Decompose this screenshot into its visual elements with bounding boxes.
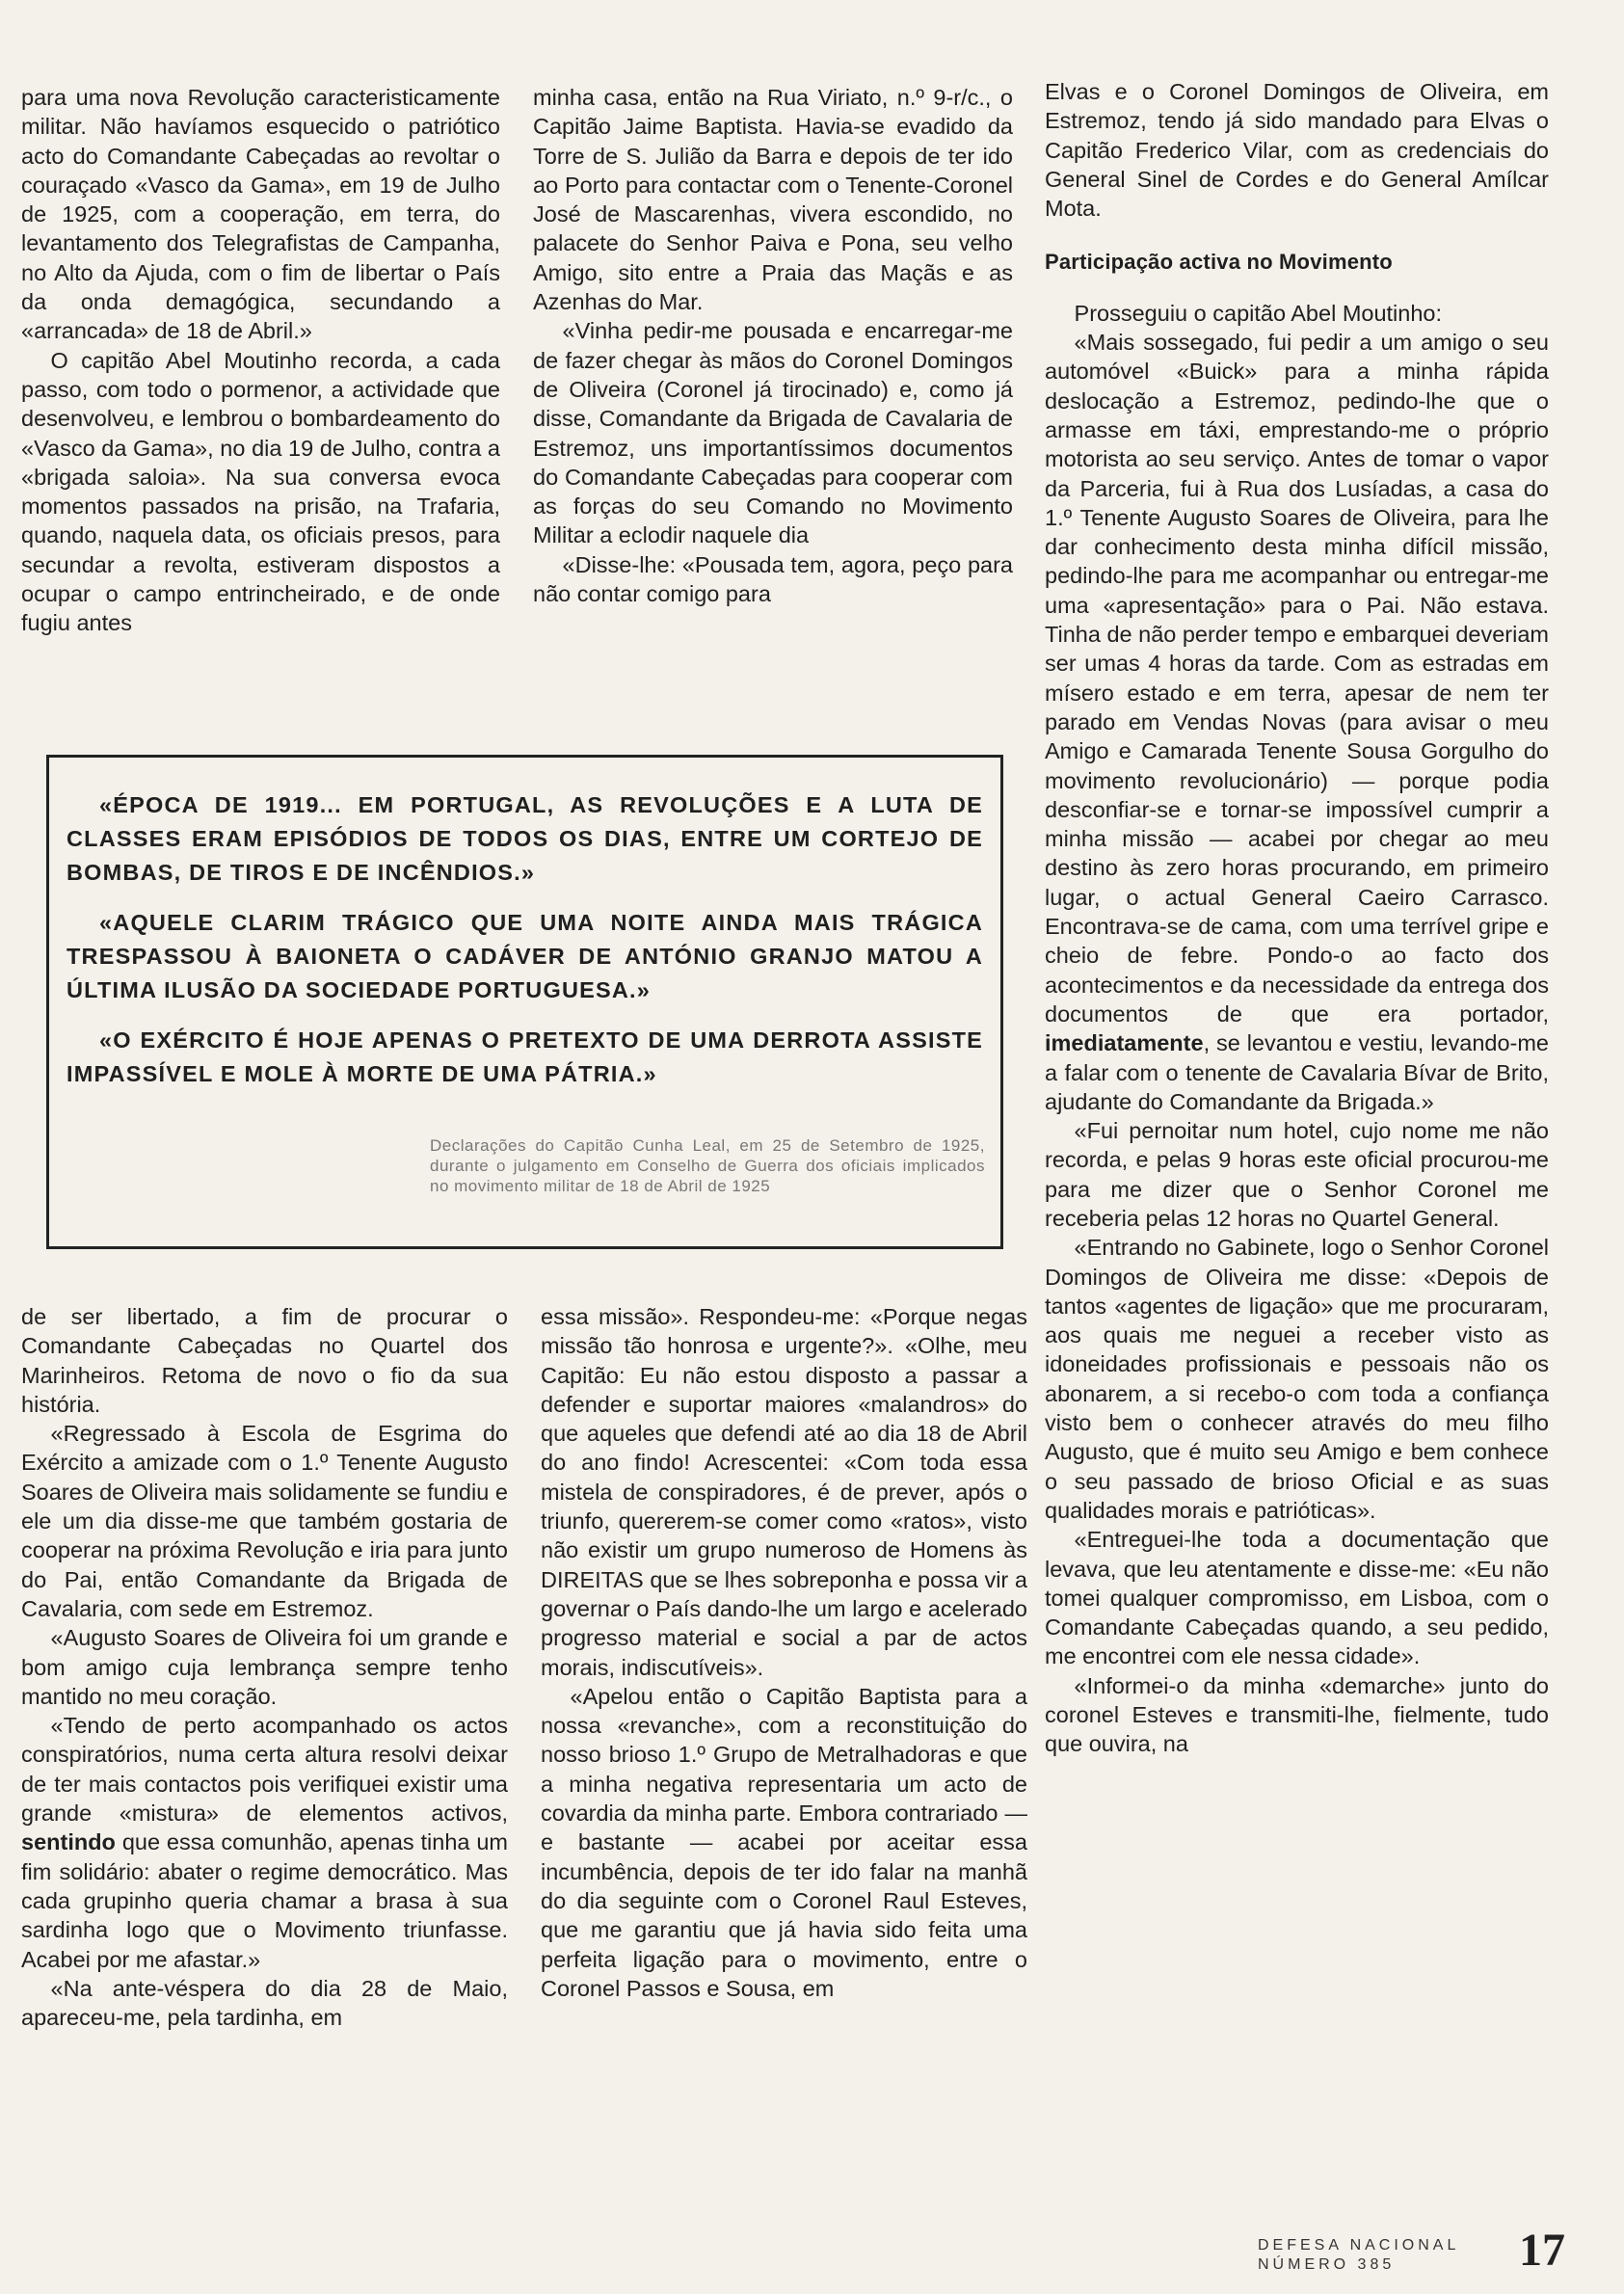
paragraph: de ser libertado, a fim de procurar o Comandante Cabeçadas no Quartel dos Marinheiros. Retoma de novo o fio da sua história. <box>21 1304 508 1417</box>
column-1-top <box>21 83 500 638</box>
paragraph: «Apelou então o Capitão Baptista para a nossa «revanche», com a reconstituição do nosso brioso 1.º Grupo de Metralhadoras e que a minha negativa representaria um acto de covardia da minha parte. Embora contrariado — e bastante — acabei por aceitar essa incumbência, depois de ter ido falar na manhã do dia seguinte com o Coronel Raul Esteves, que me garantiu que já havia sido feita uma perfeita ligação para o movimento, entre o Coronel Passos e Sousa, em <box>541 1683 1027 2001</box>
quote-1: «ÉPOCA DE 1919... EM PORTUGAL, AS REVOLUÇÕES E A LUTA DE CLASSES ERAM EPISÓDIOS DE TODOS OS DIAS, ENTRE UM CORTEJO DE BOMBAS, DE TIROS E DE INCÊNDIOS.» <box>67 792 983 885</box>
paragraph: «Augusto Soares de Oliveira foi um grande e bom amigo cuja lembrança sempre tenho mantido no meu coração. <box>21 1625 508 1709</box>
column-1-bottom <box>21 1302 508 2032</box>
paragraph: minha casa, então na Rua Viriato, n.º 9-r/c., o Capitão Jaime Baptista. Havia-se evadido da Torre de S. Julião da Barra e depois de ter ido ao Porto para contactar com o Tenente-Coronel José de Mascarenhas, vivera escondido, no palacete do Senhor Paiva e Pona, seu velho Amigo, sito entre a Praia das Maçãs e as Azenhas do Mar. <box>533 85 1013 315</box>
quote-2: «AQUELE CLARIM TRÁGICO QUE UMA NOITE AINDA MAIS TRÁGICA TRESPASSOU À BAIONETA O CADÁVER DE ANTÓNIO GRANJO MATOU A ÚLTIMA ILUSÃO DA SOCIEDADE PORTUGUESA.» <box>67 910 983 1002</box>
page-number: 17 <box>1519 2225 1565 2276</box>
quote-box <box>46 755 1003 1249</box>
paragraph: para uma nova Revolução caracteristicamente militar. Não havíamos esquecido o patriótico acto do Comandante Cabeçadas ao revoltar o couraçado «Vasco da Gama», em 19 de Julho de 1925, com a cooperação, em terra, do levantamento dos Telegrafistas de Campanha, no Alto da Ajuda, com o fim de libertar o País da onda demagógica, secundando a «arrancada» de 18 de Abril.» <box>21 85 500 344</box>
paragraph: «Informei-o da minha «demarche» junto do coronel Esteves e transmiti-lhe, fielmente, tudo que ouvira, na <box>1045 1672 1549 1757</box>
quote-3: «O EXÉRCITO É HOJE APENAS O PRETEXTO DE UMA DERROTA ASSISTE IMPASSÍVEL E MOLE À MORTE DE UMA PÁTRIA.» <box>67 1027 983 1086</box>
column-2-top <box>533 83 1013 608</box>
paragraph: Prosseguiu o capitão Abel Moutinho: <box>1074 300 1443 326</box>
paragraph: essa missão». Respondeu-me: «Porque negas missão tão honrosa e urgente?». «Olhe, meu Capitão: Eu não estou disposto a passar a defender e suportar maiores «malandros» do que aqueles que defendi até ao dia 18 de Abril do ano findo! Acrescentei: «Com toda essa mistela de conspiradores, é de prever, após o triunfo, quererem-se comer como «ratos», visto não existir um grupo numeroso de Homens às DIREITAS que se lhes sobreponha e possa vir a governar o País dando-lhe um largo e acelerado progresso material e social a par de actos morais, indiscutíveis». <box>541 1304 1027 1680</box>
paragraph: «Na ante-véspera do dia 28 de Maio, apareceu-me, pela tardinha, em <box>21 1975 508 2031</box>
paragraph: «Mais sossegado, fui pedir a um amigo o seu automóvel «Buick» para a minha rápida deslocação a Estremoz, pedindo-lhe que o armasse em táxi, emprestando-me o próprio motorista ao seu serviço. Antes de tomar o vapor da Parceria, fui à Rua dos Lusíadas, a casa do 1.º Tenente Augusto Soares de Oliveira, para lhe dar conhecimento desta minha difícil missão, pedindo-lhe para me acompanhar ou entregar-me uma «apresentação» para o Pai. Não estava. Tinha de não perder tempo e embarquei deveriam ser umas 4 horas da tarde. Com as estradas em mísero estado e em terra, apesar de nem ter parado em Vendas Novas (para avisar o meu Amigo e Camarada Tenente Sousa Gorgulho do movimento revolucionário) — porque podia desconfiar-se e tornar-se impossível cumprir a minha missão — acabei por chegar ao meu destino às zero horas procurando, em primeiro lugar, o actual General Caeiro Carrasco. Encontrava-se de cama, com uma terrível gripe e cheio de febre. Pondo-o ao facto dos acontecimentos e da necessidade da entrega dos documentos de que era portador, imediatamente, se levantou e vestiu, levando-me a falar com o tenente de Cavalaria Bívar de Brito, ajudante do Comandante da Brigada.» <box>1045 330 1549 1114</box>
bold-word: imediatamente <box>1045 1030 1204 1056</box>
section-heading: Participação activa no Movimento <box>1045 250 1393 275</box>
issue-number: NÚMERO 385 <box>1258 2256 1396 2273</box>
column-3 <box>1045 77 1549 1759</box>
paragraph: «Regressado à Escola de Esgrima do Exército a amizade com o 1.º Tenente Augusto Soares de Oliveira mais solidamente se fundiu e ele um dia disse-me que também gostaria de cooperar na próxima Revolução e iria para junto do Pai, então Comandante da Brigada de Cavalaria, com sede em Estremoz. <box>21 1421 508 1621</box>
paragraph: Elvas e o Coronel Domingos de Oliveira, em Estremoz, tendo já sido mandado para Elvas o Capitão Frederico Vilar, com as credenciais do General Sinel de Cordes e do General Amílcar Mota. <box>1045 79 1549 222</box>
magazine-footer <box>1258 2236 1459 2275</box>
paragraph: «Entreguei-lhe toda a documentação que levava, que leu atentamente e disse-me: «Eu não tomei qualquer compromisso, em Lisboa, com o Comandante Cabeçadas quando, a seu pedido, me encontrei com ele nessa cidade». <box>1045 1527 1549 1669</box>
paragraph: «Disse-lhe: «Pousada tem, agora, peço para não contar comigo para <box>533 551 1013 607</box>
magazine-name: DEFESA NACIONAL <box>1258 2237 1460 2254</box>
bold-word: sentindo <box>21 1829 116 1855</box>
quote-credit: Declarações do Capitão Cunha Leal, em 25 de Setembro de 1925, durante o julgamento em Conselho de Guerra dos oficiais implicados no movimento militar de 18 de Abril de 1925 <box>430 1136 985 1195</box>
paragraph: «Vinha pedir-me pousada e encarregar-me de fazer chegar às mãos do Coronel Domingos de Oliveira (Coronel já tirocinado) e, como já disse, Comandante da Brigada de Cavalaria de Estremoz, uns importantíssimos documentos do Comandante Cabeçadas para cooperar com as forças do seu Comando no Movimento Militar a eclodir naquele dia <box>533 318 1013 548</box>
column-2-bottom <box>541 1302 1027 2003</box>
paragraph: «Entrando no Gabinete, logo o Senhor Coronel Domingos de Oliveira me disse: «Depois de tantos «agentes de ligação» que me procuraram, aos quais me neguei a receber visto as idoneidades profissionais e pessoais não os abonarem, a si recebo-o com toda a confiança visto bem o conhecer através do meu filho Augusto, que é muito seu Amigo e bem conhece o seu passado de brioso Oficial e as suas qualidades morais e patrióticas». <box>1045 1235 1549 1523</box>
paragraph: «Fui pernoitar num hotel, cujo nome me não recorda, e pelas 9 horas este oficial procurou-me para me dizer que o Senhor Coronel me receberia pelas 12 horas no Quartel General. <box>1045 1118 1549 1231</box>
paragraph: O capitão Abel Moutinho recorda, a cada passo, com todo o pormenor, a actividade que desenvolveu, e lembrou o bombardeamento do «Vasco da Gama», no dia 19 de Julho, contra a «brigada saloia». Na sua conversa evoca momentos passados na prisão, na Trafaria, quando, naquela data, os oficiais presos, para secundar a revolta, estiveram dispostos a ocupar o campo entrincheirado, e de onde fugiu antes <box>21 347 500 636</box>
paragraph: «Tendo de perto acompanhado os actos conspiratórios, numa certa altura resolvi deixar de ter mais contactos pois verifiquei existir uma grande «mistura» de elementos activos, sentindo que essa comunhão, apenas tinha um fim solidário: abater o regime democrático. Mas cada grupinho queria chamar a brasa à sua sardinha logo que o Movimento triunfasse. Acabei por me afastar.» <box>21 1713 509 1972</box>
